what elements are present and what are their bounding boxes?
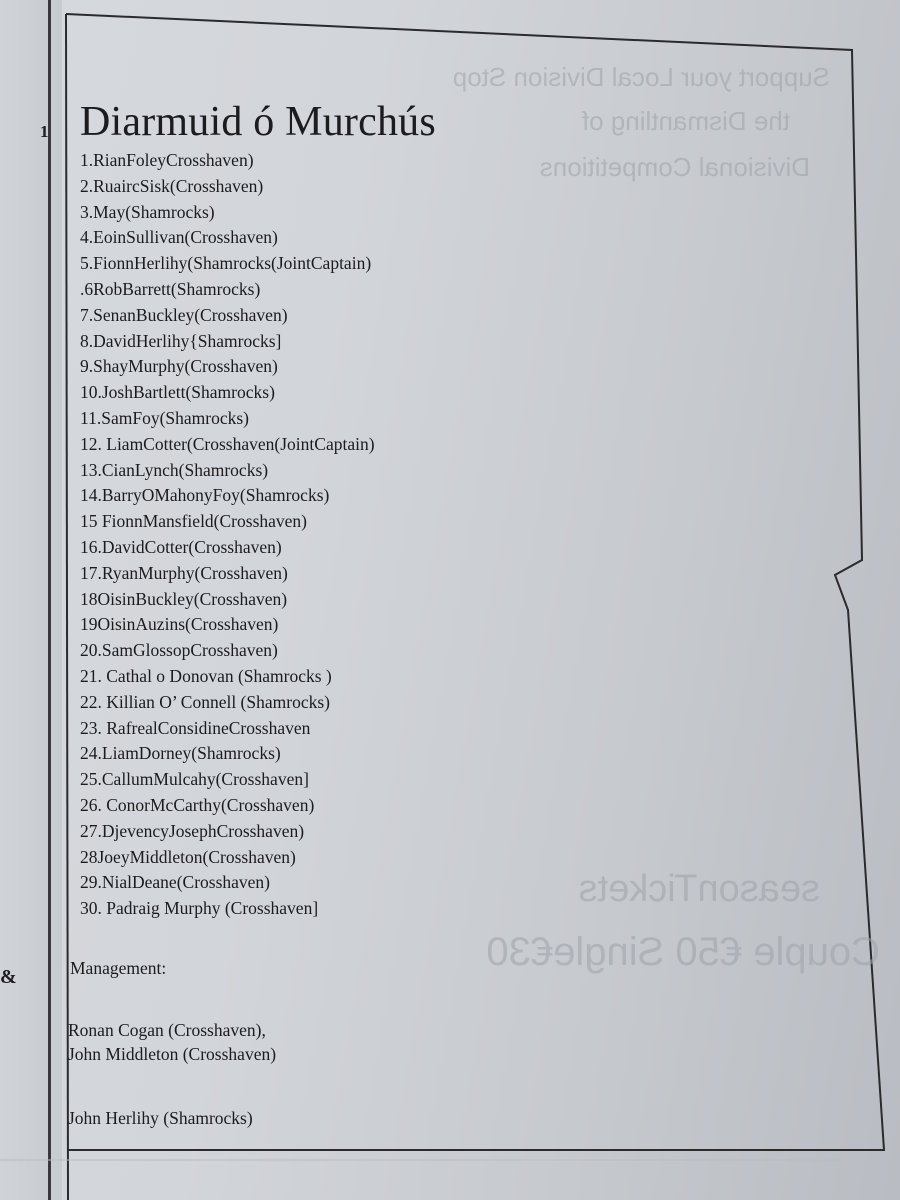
list-item: 8.DavidHerlihy{Shamrocks]: [80, 330, 282, 351]
list-item: 21. Cathal o Donovan (Shamrocks ): [80, 665, 332, 686]
show-through-line: Couple €50 Single€30: [486, 930, 880, 974]
list-item: John Herlihy (Shamrocks): [68, 1108, 253, 1128]
list-item: 7.SenanBuckley(Crosshaven): [80, 304, 288, 325]
show-through-line: Support your Local Division Stop: [452, 62, 830, 92]
list-item: 16.DavidCotter(Crosshaven): [80, 536, 282, 557]
list-item: 5.FionnHerlihy(Shamrocks(JointCaptain): [80, 253, 372, 274]
list-item: 1.RianFoleyCrosshaven): [80, 150, 254, 170]
list-item: Ronan Cogan (Crosshaven),: [68, 1020, 266, 1040]
list-item: 2.RuaircSisk(Crosshaven): [80, 175, 264, 196]
list-item: 9.ShayMurphy(Crosshaven): [80, 356, 278, 377]
list-item: 17.RyanMurphy(Crosshaven): [80, 562, 288, 583]
list-item: 20.SamGlossopCrosshaven): [80, 640, 278, 661]
list-item: 3.May(Shamrocks): [80, 201, 215, 222]
list-item: 14.BarryOMahonyFoy(Shamrocks): [80, 485, 330, 506]
list-item: 10.JoshBartlett(Shamrocks): [80, 382, 275, 403]
page-title: Diarmuid ó Murchús: [80, 99, 436, 145]
list-item: 11.SamFoy(Shamrocks): [80, 407, 249, 428]
show-through-line: Divisional Competitions: [539, 152, 810, 182]
page-number: 1: [40, 122, 49, 141]
list-item: 25.CallumMulcahy(Crosshaven]: [80, 769, 309, 790]
list-item: 13.CianLynch(Shamrocks): [80, 459, 269, 480]
list-item: .6RobBarrett(Shamrocks): [80, 278, 261, 299]
list-item: 23. RafrealConsidineCrosshaven: [80, 717, 311, 738]
list-item: 27.DjevencyJosephCrosshaven): [80, 820, 305, 841]
show-through-line: seasonTickets: [578, 868, 820, 910]
list-item: 30. Padraig Murphy (Crosshaven]: [80, 898, 319, 919]
list-item: 19OisinAuzins(Crosshaven): [80, 614, 279, 635]
list-item: 15 FionnMansfield(Crosshaven): [80, 511, 307, 532]
stray-mark: &: [0, 966, 17, 988]
management-list: [68, 1018, 276, 1130]
list-item: 26. ConorMcCarthy(Crosshaven): [80, 794, 315, 815]
list-item: 29.NialDeane(Crosshaven): [80, 872, 271, 893]
list-item: 24.LiamDorney(Shamrocks): [80, 743, 281, 764]
list-item: 4.EoinSullivan(Crosshaven): [80, 227, 278, 248]
show-through-line: the Dismantling of: [581, 106, 790, 136]
list-item: 28JoeyMiddleton(Crosshaven): [80, 846, 296, 867]
list-item: John Middleton (Crosshaven): [68, 1044, 277, 1064]
list-item: 22. Killian O’ Connell (Shamrocks): [80, 691, 330, 712]
list-item: 12. LiamCotter(Crosshaven(JointCaptain): [80, 433, 375, 454]
player-list: [80, 148, 375, 922]
list-item: 18OisinBuckley(Crosshaven): [80, 588, 288, 609]
management-heading: Management:: [70, 958, 167, 978]
